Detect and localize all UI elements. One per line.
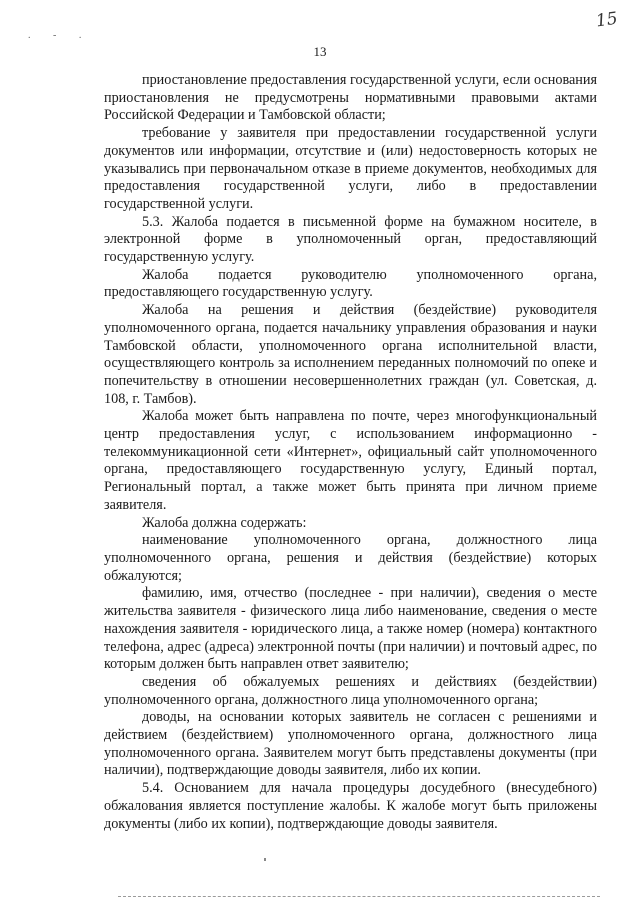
paragraph: доводы, на основании которых заявитель не согласен с решениями и действием (бездействием) уполномоченного органа, должностного лица уполномоченного органа. Заявителем могут быть представлены документы (при наличии), подтверждающие доводы заявителя, либо их копии. [104, 709, 597, 779]
paragraph: фамилию, имя, отчество (последнее - при наличии), сведения о месте жительства заявителя - физического лица либо наименование, сведения о месте нахождения заявителя - юридического лица, а также номер (номера) контактного телефона, адрес (адреса) электронной почты (при наличии) и почтовый адрес, по которым должен быть направлен ответ заявителю; [104, 585, 597, 673]
paragraph: наименование уполномоченного органа, должностного лица уполномоченного органа, решения и действия (бездействие) которых обжалуются; [104, 532, 597, 584]
document-body [104, 72, 597, 833]
paragraph: требование у заявителя при предоставлении государственной услуги документов или информации, отсутствие и (или) недостоверность которых не указывались при первоначальном отказе в приеме документов, необходимых для предоставления государственной услуги, либо в предоставлении государственной услуги. [104, 125, 597, 212]
paragraph: Жалоба должна содержать: [142, 514, 307, 531]
bottom-scan-line [118, 896, 600, 897]
paragraph: сведения об обжалуемых решениях и действиях (бездействии) уполномоченного органа, должностного лица уполномоченного органа; [104, 673, 597, 708]
scan-specks: . - . [28, 30, 92, 41]
paragraph: Жалоба может быть направлена по почте, через многофункциональный центр предоставления услуг, с использованием информационно - телекоммуникационной сети «Интернет», официальный сайт уполномоченного органа, предоставляющего государственную услугу, Единый портал, Региональный портал, а также может быть принята при личном приеме заявителя. [104, 408, 597, 513]
paragraph: 5.3. Жалоба подается в письменной форме на бумажном носителе, в электронной форме в уполномоченный орган, предоставляющий государственную услугу. [104, 213, 597, 266]
paragraph: приостановление предоставления государственной услуги, если основания приостановления не предусмотрены нормативными правовыми актами Российской Федерации и Тамбовской области; [104, 72, 597, 124]
paragraph: Жалоба на решения и действия (бездействие) руководителя уполномоченного органа, подается начальнику управления образования и науки Тамбовской области, уполномоченного органа исполнительной власти, осуществляющего контроль за исполнением переданных полномочий по опеке и попечительству в отношении несовершеннолетних граждан (ул. Советская, д. 108, г. Тамбов). [104, 302, 597, 407]
page-number: 13 [313, 44, 327, 59]
paragraph: 5.4. Основанием для начала процедуры досудебного (внесудебного) обжалования является поступление жалобы. К жалобе могут быть приложены документы (либо их копии), подтверждающие доводы заявителя. [104, 780, 597, 832]
handwritten-sheet-number: 15 [595, 8, 620, 32]
paragraph: Жалоба подается руководителю уполномоченного органа, предоставляющего государственную услугу. [104, 266, 597, 301]
scan-dot [264, 858, 266, 861]
